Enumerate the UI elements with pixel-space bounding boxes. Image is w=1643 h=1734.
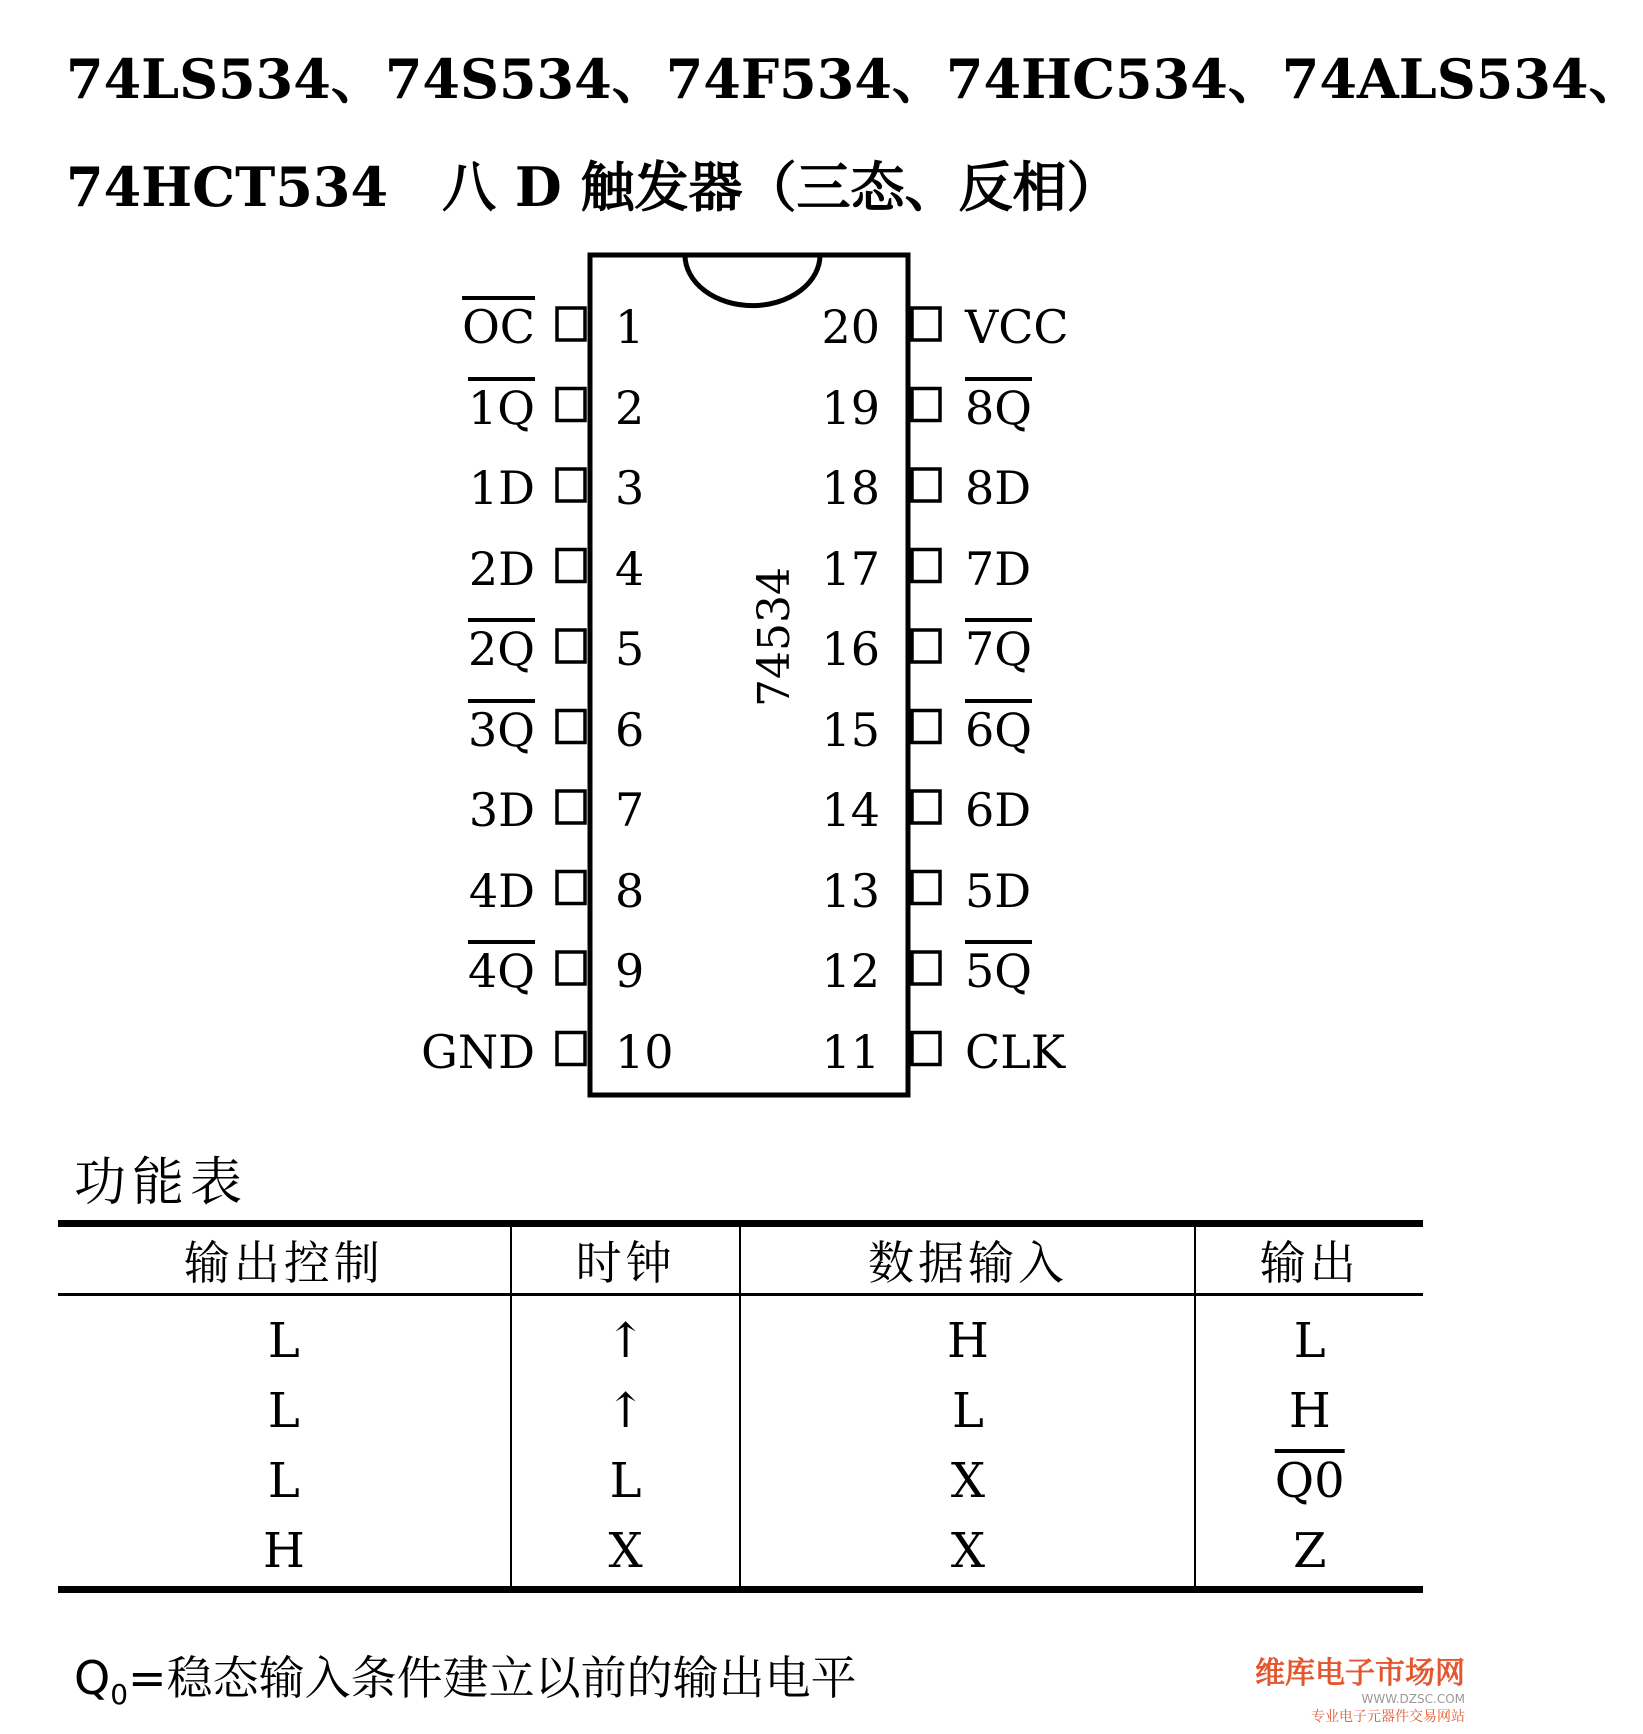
pin-label-vcc: VCC — [965, 300, 1069, 354]
pin-number-18: 18 — [821, 461, 880, 515]
pin-label-oc: $\overline{OC}$ — [462, 300, 535, 354]
pin-box-20 — [912, 308, 940, 340]
pin-box-17 — [912, 550, 940, 582]
watermark-main: 维库电子市场网 — [1255, 1656, 1465, 1691]
table-header-row — [58, 1224, 1423, 1295]
pin-box-11 — [912, 1033, 940, 1065]
pin-number-15: 15 — [821, 702, 880, 757]
note-symbol: Q — [74, 1651, 111, 1705]
pin-label-6q: 6Q — [965, 702, 1032, 757]
pin-box-6 — [557, 711, 585, 743]
table-cell: X — [740, 1446, 1195, 1516]
pin-label-7q: 7Q — [965, 622, 1032, 676]
chip-name: 74534 — [748, 567, 800, 707]
table-cell: X — [511, 1516, 741, 1590]
pin-box-2 — [557, 389, 585, 421]
table-cell: H — [1195, 1376, 1423, 1446]
footnote — [74, 1642, 857, 1711]
pin-label-2d: 2D — [468, 541, 535, 596]
pin-label-6d: 6D — [965, 783, 1032, 837]
watermark-sub: 专业电子元器件交易网站 — [1311, 1709, 1465, 1725]
pin-number-3: 3 — [615, 461, 645, 515]
header-clock: 时钟 — [511, 1224, 741, 1295]
table-row — [58, 1446, 1423, 1516]
chip-notch — [685, 255, 820, 306]
pin-label-3q: 3Q — [468, 702, 535, 757]
pin-label-5d: 5D — [965, 863, 1032, 918]
pin-number-7: 7 — [615, 783, 645, 837]
pin-label-gnd: GND — [421, 1024, 535, 1079]
pin-number-10: 10 — [615, 1024, 674, 1079]
table-cell: L — [267, 1383, 300, 1439]
table-cell: X — [740, 1516, 1195, 1590]
pin-label-8d: 8D — [965, 461, 1032, 515]
pin-box-3 — [557, 469, 585, 501]
pin-box-14 — [912, 791, 940, 823]
pin-number-16: 16 — [821, 622, 880, 676]
watermark-url: WWW.DZSC.COM — [1361, 1692, 1465, 1706]
pin-number-17: 17 — [821, 541, 880, 596]
pin-number-13: 13 — [821, 863, 880, 918]
pin-box-7 — [557, 791, 585, 823]
table-cell: Z — [1195, 1516, 1423, 1590]
pin-number-11: 11 — [821, 1024, 880, 1079]
function-table — [58, 1220, 1423, 1593]
table-cell: L — [267, 1453, 300, 1509]
note-subscript: 0 — [110, 1678, 129, 1712]
watermark — [1255, 1648, 1465, 1726]
pin-number-20: 20 — [821, 300, 880, 354]
pin-number-9: 9 — [615, 944, 645, 998]
pin-number-4: 4 — [615, 541, 645, 596]
pin-label-8q: 8Q — [965, 380, 1032, 435]
function-table-title: 功能表 — [74, 1153, 249, 1213]
table-cell: Q0 — [1195, 1446, 1423, 1516]
table-cell: H — [740, 1295, 1195, 1377]
pin-number-2: 2 — [615, 380, 645, 435]
header-output-control: 输出控制 — [183, 1236, 384, 1290]
pin-label-1d: 1D — [468, 461, 535, 515]
pin-box-15 — [912, 711, 940, 743]
pin-label-2q: 2Q — [468, 622, 535, 676]
pin-box-1 — [557, 308, 585, 340]
table-cell: H — [262, 1523, 305, 1579]
title-line-2: 74HCT534 八 D 触发器（三态、反相） — [66, 155, 1121, 219]
pin-label-clk: CLK — [965, 1024, 1066, 1079]
pin-box-9 — [557, 952, 585, 984]
note-text: =稳态输入条件建立以前的输出电平 — [128, 1651, 857, 1705]
pin-label-1q: 1Q — [468, 380, 535, 435]
table-cell: L — [740, 1376, 1195, 1446]
pin-box-4 — [557, 550, 585, 582]
pin-number-12: 12 — [821, 944, 880, 998]
pin-box-18 — [912, 469, 940, 501]
table-row — [58, 1376, 1423, 1446]
pin-box-10 — [557, 1033, 585, 1065]
pin-box-16 — [912, 630, 940, 662]
pin-number-14: 14 — [821, 783, 880, 837]
pin-label-4d: 4D — [468, 863, 535, 918]
table-cell: ↑ — [511, 1295, 741, 1377]
table-cell: L — [511, 1446, 741, 1516]
pin-number-19: 19 — [821, 380, 880, 435]
header-data-input: 数据输入 — [740, 1224, 1195, 1295]
pin-label-3d: 3D — [468, 783, 535, 837]
header-output: 输出 — [1195, 1224, 1423, 1295]
pin-number-8: 8 — [615, 863, 645, 918]
pin-box-19 — [912, 389, 940, 421]
pin-box-5 — [557, 630, 585, 662]
table-row — [58, 1295, 1423, 1377]
pin-number-6: 6 — [615, 702, 645, 757]
pin-label-4q: 4Q — [468, 944, 535, 998]
table-cell: L — [1195, 1295, 1423, 1377]
pin-box-8 — [557, 872, 585, 904]
table-cell: L — [267, 1313, 300, 1369]
table-row — [58, 1516, 1423, 1590]
pin-box-13 — [912, 872, 940, 904]
title-line-1: 74LS534、74S534、74F534、74HC534、74ALS534、 — [66, 47, 1643, 111]
pin-number-5: 5 — [615, 622, 645, 676]
table-cell: ↑ — [511, 1376, 741, 1446]
pin-number-1: 1 — [615, 300, 645, 354]
pin-label-7d: 7D — [965, 541, 1032, 596]
pin-box-12 — [912, 952, 940, 984]
pin-label-5q: 5Q — [965, 944, 1032, 998]
